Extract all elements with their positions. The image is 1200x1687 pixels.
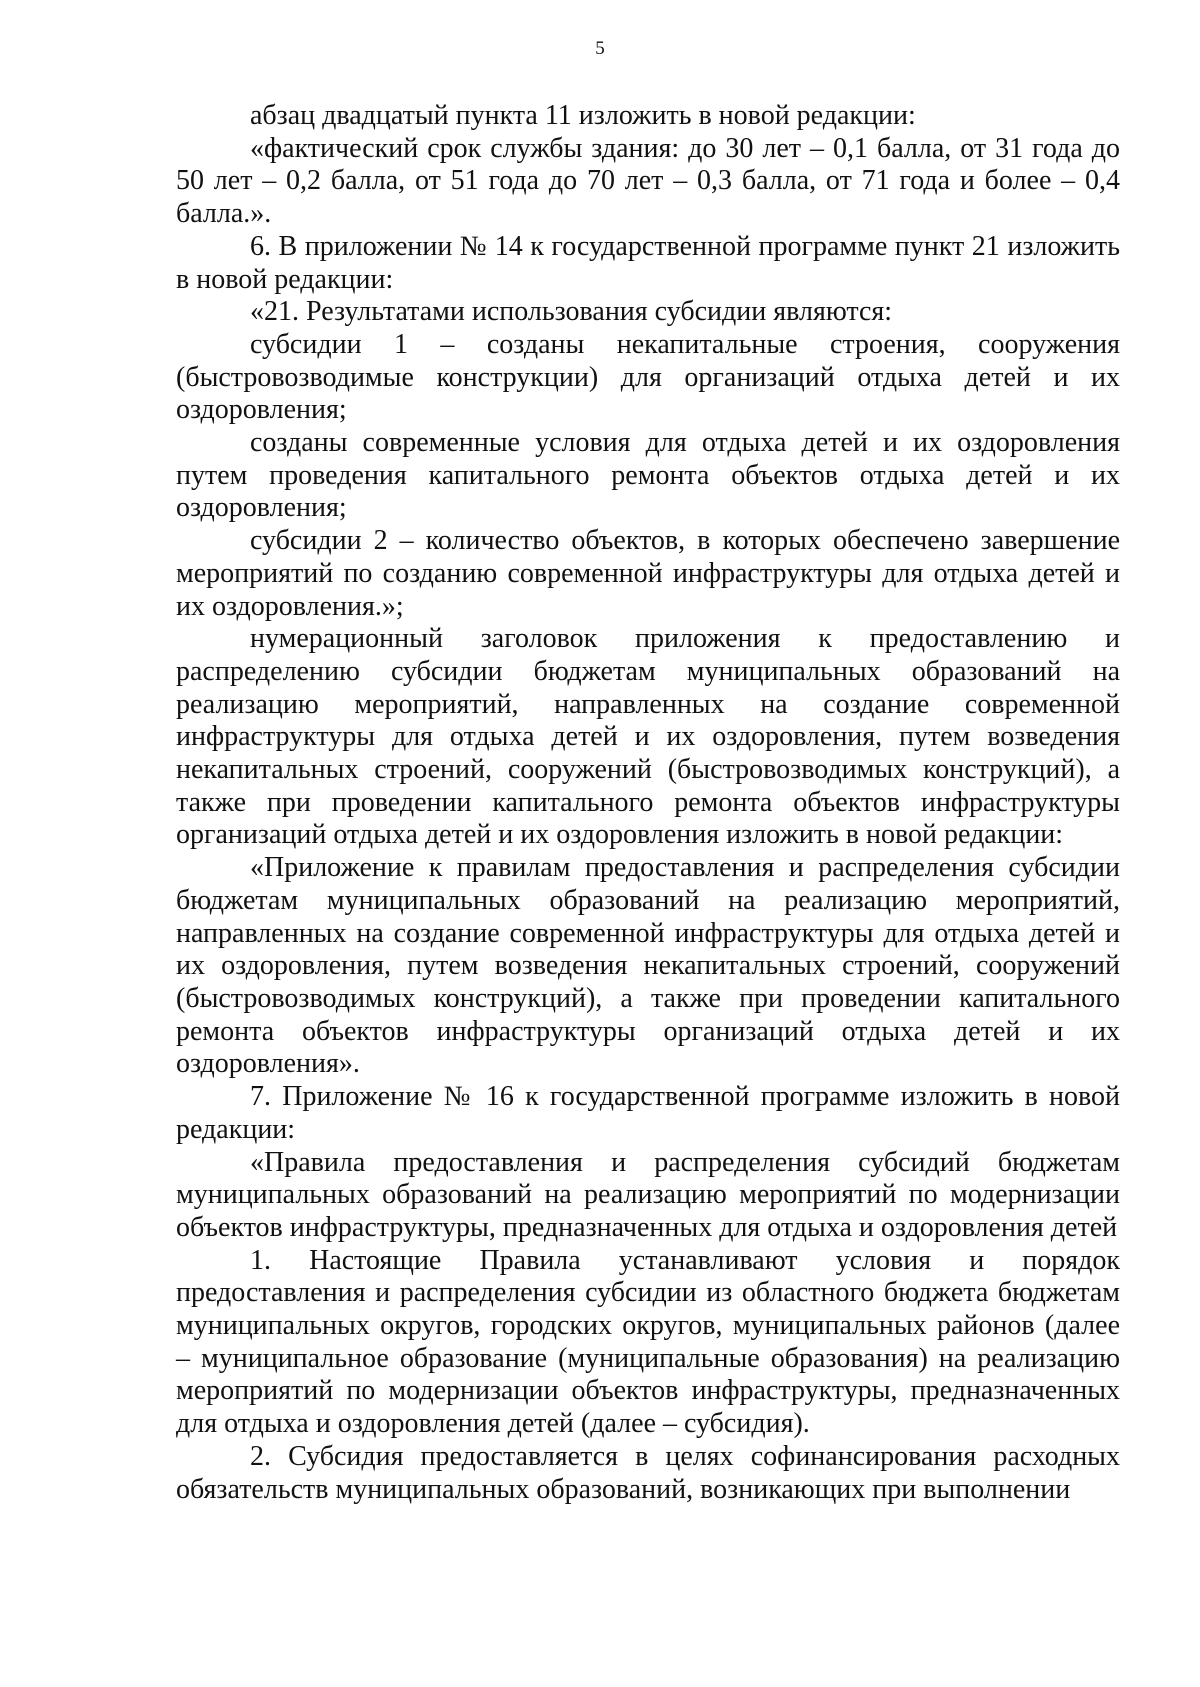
paragraph: «Приложение к правилам предоставления и распределения субсидии бюджетам муниципальных образований на реализацию мероприятий, направленных на создание современной инфраструктуры для отдыха детей и их оздоровления, путем возведения некапитальных строений, сооружений (быстровозводимых конструкций), а также при проведении капитального ремонта объектов инфраструктуры организаций отдыха детей и их оздоровления». xyxy=(176,852,1120,1080)
paragraph: абзац двадцатый пункта 11 изложить в новой редакции: xyxy=(250,100,916,131)
paragraph: «Правила предоставления и распределения субсидий бюджетам муниципальных образований на реализацию мероприятий по модернизации объектов инфраструктуры, предназначенных для отдыха и оздоровления детей xyxy=(176,1146,1120,1243)
page-number: 5 xyxy=(595,38,605,59)
paragraph: «21. Результатами использования субсидии являются: xyxy=(250,296,893,328)
paragraph: 6. В приложении № 14 к государственной программе пункт 21 изложить в новой редакции: xyxy=(176,230,1120,295)
document-body xyxy=(176,100,1120,1506)
paragraph: 1. Настоящие Правила устанавливают условия и порядок предоставления и распределения субсидии из областного бюджета бюджетам муниципальных округов, городских округов, муниципальных районов (далее – муниципальное образование (муниципальные образования) на реализацию мероприятий по модернизации объектов инфраструктуры, предназначенных для отдыха и оздоровления детей (далее – субсидия). xyxy=(176,1244,1120,1440)
paragraph: субсидии 1 – созданы некапитальные строения, сооружения (быстровозводимые конструкции) для организаций отдыха детей и их оздоровления; xyxy=(176,328,1120,426)
paragraph: нумерационный заголовок приложения к предоставлению и распределению субсидии бюджетам муниципальных образований на реализацию мероприятий, направленных на создание современной инфраструктуры для отдыха детей и их оздоровления, путем возведения некапитальных строений, сооружений (быстровозводимых конструкций), а также при проведении капитального ремонта объектов инфраструктуры организаций отдыха детей и их оздоровления изложить в новой редакции: xyxy=(176,623,1120,851)
paragraph: субсидии 2 – количество объектов, в которых обеспечено завершение мероприятий по созданию современной инфраструктуры для отдыха детей и их оздоровления.»; xyxy=(176,525,1120,622)
paragraph: «фактический срок службы здания: до 30 лет – 0,1 балла, от 31 года до 50 лет – 0,2 балла, от 51 года до 70 лет – 0,3 балла, от 71 года и более – 0,4 балла.». xyxy=(176,132,1120,230)
paragraph: 7. Приложение № 16 к государственной программе изложить в новой редакции: xyxy=(176,1081,1120,1145)
paragraph: 2. Субсидия предоставляется в целях софинансирования расходных обязательств муниципальных образований, возникающих при выполнении xyxy=(176,1440,1120,1505)
paragraph: созданы современные условия для отдыха детей и их оздоровления путем проведения капитального ремонта объектов отдыха детей и их оздоровления; xyxy=(176,427,1120,524)
